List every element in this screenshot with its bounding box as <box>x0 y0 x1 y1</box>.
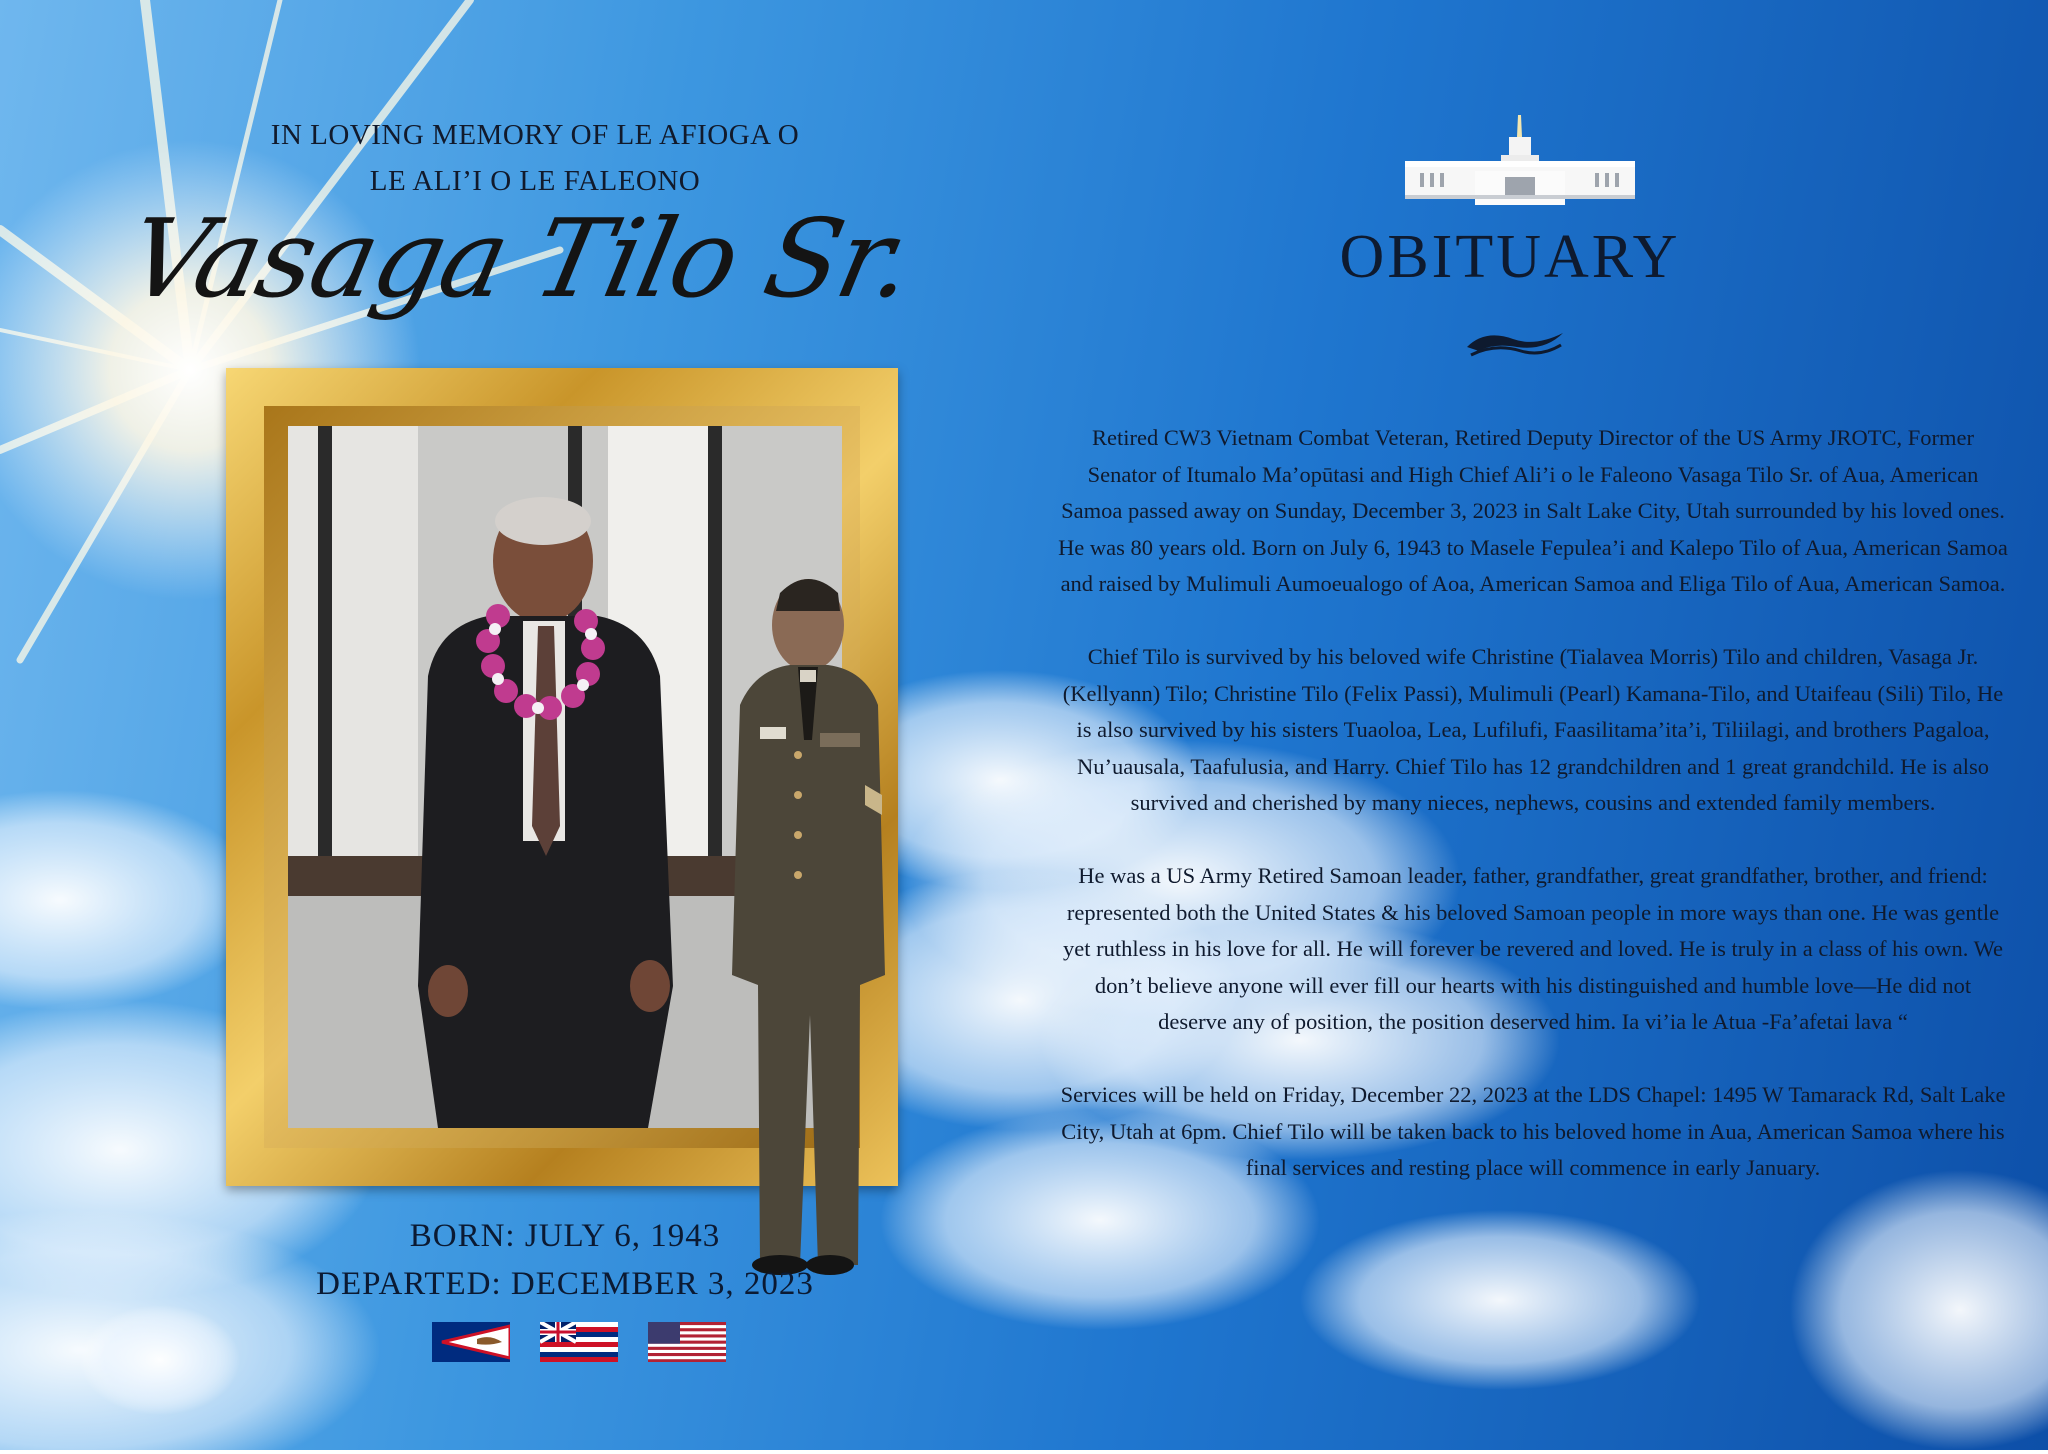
obituary-paragraph-services: Services will be held on Friday, December 22, 2023 at the LDS Chapel: 1495 W Tamarack Rd, Salt Lake City, Utah at 6pm. Chief Tilo will be taken back to his beloved home in Aua, American Samoa where his final services and resting place will commence in early January. <box>1060 1082 2006 1180</box>
departed-date: DEPARTED: DECEMBER 3, 2023 <box>316 1266 814 1302</box>
born-date: BORN: JULY 6, 1943 <box>409 1218 721 1254</box>
memory-line-2: LE ALI’I O LE FALEONO <box>369 165 701 197</box>
obituary-title: OBITUARY <box>1339 223 1681 291</box>
deceased-name: Vasaga Tilo Sr. <box>117 197 923 322</box>
bottom-border <box>0 1450 2048 1454</box>
obituary-paragraph-biography: Retired CW3 Vietnam Combat Veteran, Retired Deputy Director of the US Army JROTC, Former Senator of Itumalo Ma’opūtasi and High Chief Ali’i o le Faleono Vasaga Tilo Sr. of Aua, American Samoa passed away on Sunday, December 3, 2023 in Salt Lake City, Utah surrounded by his loved ones. He was 80 years old. Born on July 6, 1943 to Masele Fepulea’i and Kalepo Tilo of Aua, American Samoa and raised by Mulimuli Aumoeualogo of Aoa, American Samoa and Eliga Tilo of Aua, American Samoa. <box>1058 425 2008 596</box>
obituary-paragraph-survivors: Chief Tilo is survived by his beloved wife Christine (Tialavea Morris) Tilo and children, Vasaga Jr. (Kellyann) Tilo; Christine Tilo (Felix Passi), Mulimuli (Pearl) Kamana-Tilo, and Utaifeau (Sili) Tilo, He is also survived by his sisters Tuaoloa, Lea, Lufilufi, Faasilitama’ita’i, Tiliilagi, and brothers Pagaloa, Nu’uausala, Taafulusia, and Harry. Chief Tilo has 12 grandchildren and 1 great grandchild. He is also survived and cherished by many nieces, nephews, cousins and extended family members. <box>1062 644 2004 815</box>
hawaii-flag-icon <box>540 1322 618 1362</box>
memorial-heading <box>160 112 910 204</box>
obituary-body <box>1058 420 2008 1223</box>
obituary-paragraph-tribute: He was a US Army Retired Samoan leader, father, grandfather, great grandfather, brother, and friend: represented both the United States & his beloved Samoan people in more ways than one. He was gentle yet ruthless in his love for all. He will forever be revered and loved. He is truly in a class of his own. We don’t believe anyone will ever fill our hearts with his distinguished and humble love—He did not deserve any of position, the position deserved him. Ia vi’ia le Atua -Fa’afetai lava “ <box>1062 863 2004 1034</box>
memory-line-1: IN LOVING MEMORY OF LE AFIOGA O <box>270 119 800 151</box>
temple-icon <box>1405 115 1635 215</box>
life-dates <box>190 1212 940 1308</box>
usa-flag-icon <box>648 1322 726 1362</box>
flourish-divider-icon <box>1465 325 1565 359</box>
american-samoa-flag-icon <box>432 1322 510 1362</box>
soldier-photo-cutout <box>700 565 930 1275</box>
